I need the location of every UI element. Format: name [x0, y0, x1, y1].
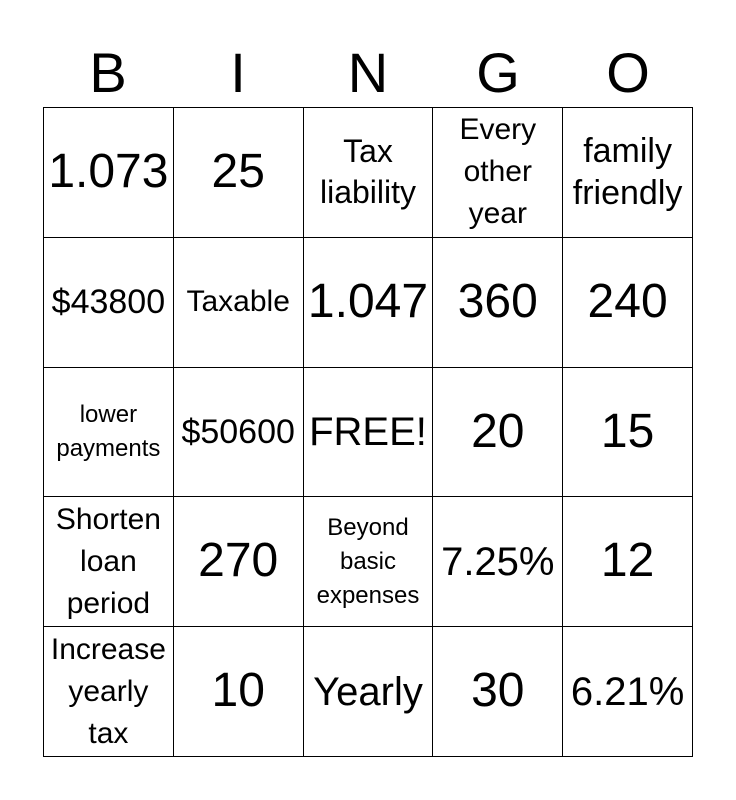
cell-text: 240 [587, 274, 668, 328]
bingo-cell-r4-c3[interactable] [304, 497, 434, 627]
cell-text: 25 [211, 145, 265, 198]
cell-text: FREE! [309, 409, 427, 454]
header-letter-b: B [89, 41, 127, 104]
header-letter-g: G [476, 41, 520, 104]
bingo-cell-r5-c4[interactable] [433, 627, 563, 757]
cell-text: 1.073 [48, 145, 169, 198]
bingo-cell-r4-c4[interactable] [433, 497, 563, 627]
header-letter-o: O [606, 41, 650, 104]
cell-text: lower payments [56, 401, 161, 462]
cell-text: 270 [198, 534, 279, 588]
bingo-cell-r2-c3[interactable] [304, 238, 434, 368]
bingo-cell-r2-c4[interactable] [433, 238, 563, 368]
cell-text: family friendly [572, 131, 683, 213]
bingo-cell-r5-c2[interactable] [174, 627, 304, 757]
cell-text: Beyond basic expenses [316, 514, 420, 609]
cell-text: 360 [457, 274, 538, 328]
cell-text: Taxable [186, 285, 290, 319]
cell-text: 15 [600, 404, 655, 458]
cell-text: Yearly [313, 669, 423, 714]
bingo-cell-free[interactable] [304, 368, 434, 498]
bingo-cell-r1-c3[interactable] [304, 108, 434, 238]
bingo-board [43, 107, 693, 757]
cell-text: 20 [471, 404, 525, 458]
bingo-cell-r3-c5[interactable] [563, 368, 693, 498]
bingo-cell-r3-c2[interactable] [174, 368, 304, 498]
bingo-cell-r5-c5[interactable] [563, 627, 693, 757]
header-letter-n: N [347, 41, 389, 104]
bingo-cell-r4-c2[interactable] [174, 497, 304, 627]
cell-text: 10 [211, 664, 265, 718]
cell-text: 30 [471, 664, 525, 718]
cell-text: Increase yearly tax [50, 632, 166, 750]
bingo-cell-r1-c2[interactable] [174, 108, 304, 238]
bingo-cell-r1-c5[interactable] [563, 108, 693, 238]
cell-text: $43800 [51, 282, 166, 321]
bingo-cell-r2-c2[interactable] [174, 238, 304, 368]
bingo-cell-r4-c1[interactable] [44, 497, 174, 627]
bingo-cell-r2-c1[interactable] [44, 238, 174, 368]
bingo-cell-r2-c5[interactable] [563, 238, 693, 368]
bingo-header [43, 40, 693, 106]
cell-text: Shorten loan period [55, 502, 161, 620]
header-letter-i: I [230, 41, 246, 104]
cell-text: $50600 [181, 412, 295, 451]
cell-text: 12 [600, 534, 655, 588]
cell-text: 1.047 [307, 274, 429, 328]
bingo-cell-r5-c3[interactable] [304, 627, 434, 757]
bingo-cell-r5-c1[interactable] [44, 627, 174, 757]
bingo-cell-r4-c5[interactable] [563, 497, 693, 627]
cell-text: Every other year [459, 113, 537, 231]
bingo-cell-r3-c1[interactable] [44, 368, 174, 498]
bingo-cell-r3-c4[interactable] [433, 368, 563, 498]
cell-text: 6.21% [570, 669, 685, 714]
bingo-cell-r1-c1[interactable] [44, 108, 174, 238]
cell-text: Tax liability [319, 132, 416, 211]
bingo-cell-r1-c4[interactable] [433, 108, 563, 238]
cell-text: 7.25% [441, 539, 555, 584]
